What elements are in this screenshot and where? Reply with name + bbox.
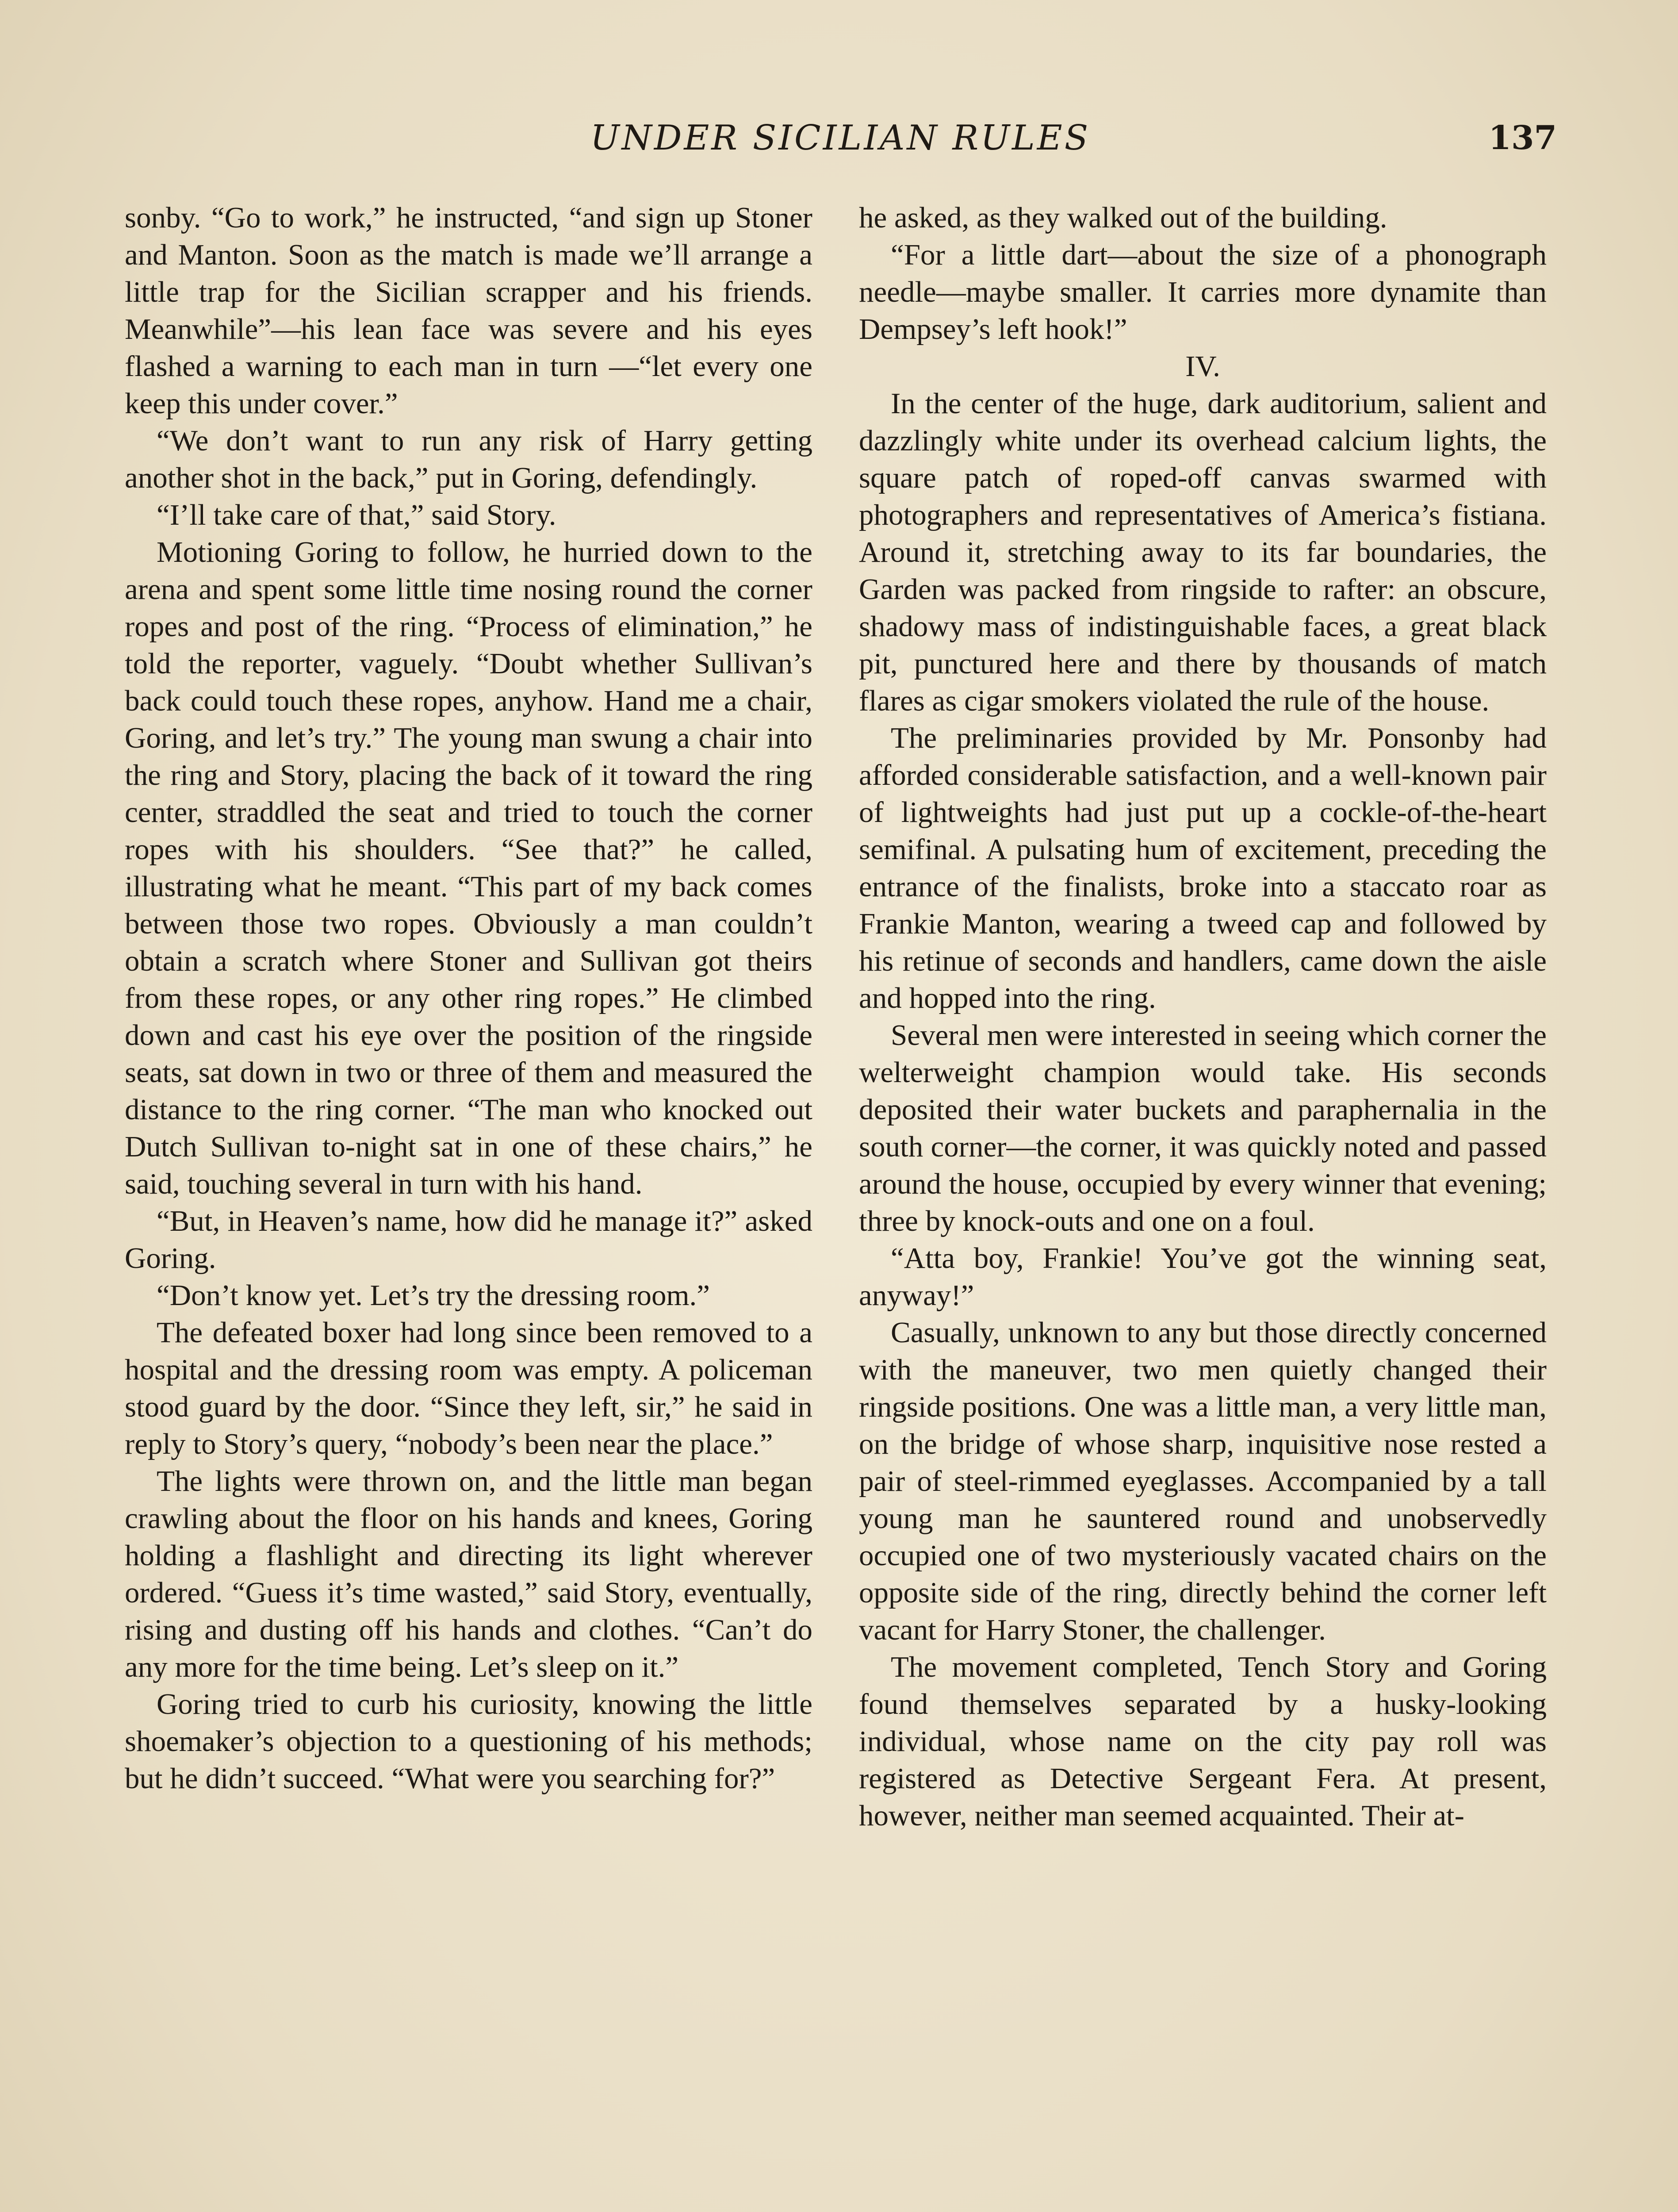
right-column — [859, 199, 1547, 1834]
paragraph: sonby. “Go to work,” he instructed, “and sign up Stoner and Manton. Soon as the match is made we’ll arrange a little trap for the Sicilian scrapper and his friends. Meanwhile”—his lean face was severe and his eyes flashed a warning to each man in turn —“let every one keep this under cover.” — [125, 201, 812, 420]
page-number: 137 — [1488, 119, 1557, 157]
paragraph: In the center of the huge, dark auditorium, salient and dazzlingly white under its overhead calcium lights, the square patch of roped-off canvas swarmed with photographers and representatives of America’s fistiana. Around it, stretching away to its far boundaries, the Garden was packed from ringside to rafter: an obscure, shadowy mass of indistinguishable faces, a great black pit, punctured here and there by thousands of match flares as cigar smokers violated the rule of the house. — [859, 387, 1547, 717]
paragraph: Motioning Goring to follow, he hurried down to the arena and spent some little time nosing round the corner ropes and post of the ring. “Process of elimination,” he told the reporter, vaguely. “Doubt whether Sullivan’s back could touch these ropes, anyhow. Hand me a chair, Goring, and let’s try.” The young man swung a chair into the ring and Story, placing the back of it toward the ring center, straddled the seat and tried to touch the corner ropes with his shoulders. “See that?” he called, illustrating what he meant. “This part of my back comes between those two ropes. Obviously a man couldn’t obtain a scratch where Stoner and Sullivan got theirs from these ropes, or any other ring ropes.” He climbed down and cast his eye over the position of the ringside seats, sat down in two or three of them and measured the distance to the ring corner. “The man who knocked out Dutch Sullivan to-night sat in one of these chairs,” he said, touching several in turn with his hand. — [125, 536, 812, 1200]
page-header — [124, 116, 1557, 169]
paragraph: The preliminaries provided by Mr. Ponsonby had afforded considerable satisfaction, and a well-known pair of lightweights had just put up a cockle-of-the-heart semifinal. A pulsating hum of excitement, preceding the entrance of the finalists, broke into a staccato roar as Frankie Manton, wearing a tweed cap and followed by his retinue of seconds and handlers, came down the aisle and hopped into the ring. — [859, 722, 1547, 1014]
section-heading: IV. — [1185, 350, 1220, 383]
paragraph: “Atta boy, Frankie! You’ve got the winning seat, anyway!” — [859, 1242, 1547, 1312]
paragraph: Goring tried to curb his curiosity, knowing the little shoemaker’s objection to a questioning of his methods; but he didn’t succeed. “What were you searching for?” — [125, 1688, 812, 1795]
paragraph: “I’ll take care of that,” said Story. — [157, 499, 556, 531]
paragraph: The movement completed, Tench Story and Goring found themselves separated by a husky-looking individual, whose name on the city pay roll was registered as Detective Sergeant Fera. At present, however, neither man seemed acquainted. Their at- — [859, 1651, 1547, 1832]
paragraph: “We don’t want to run any risk of Harry getting another shot in the back,” put in Goring, defendingly. — [125, 424, 812, 494]
paragraph: Casually, unknown to any but those directly concerned with the maneuver, two men quietly changed their ringside positions. One was a little man, a very little man, on the bridge of whose sharp, inquisitive nose rested a pair of steel-rimmed eyeglasses. Accompanied by a tall young man he sauntered round and unobservedly occupied one of two mysteriously vacated chairs on the opposite side of the ring, directly behind the corner left vacant for Harry Stoner, the challenger. — [859, 1316, 1547, 1646]
paragraph: he asked, as they walked out of the building. — [859, 201, 1387, 234]
running-title: UNDER SICILIAN RULES — [590, 118, 1091, 158]
paragraph: The defeated boxer had long since been removed to a hospital and the dressing room was empty. A policeman stood guard by the door. “Since they left, sir,” he said in reply to Story’s query, “nobody’s been near the place.” — [125, 1316, 812, 1460]
paragraph: Several men were interested in seeing which corner the welterweight champion would take. His seconds deposited their water buckets and paraphernalia in the south corner—the corner, it was quickly noted and passed around the house, occupied by every winner that evening; three by knock-outs and one on a foul. — [859, 1019, 1547, 1237]
paragraph: The lights were thrown on, and the little man began crawling about the floor on his hands and knees, Goring holding a flashlight and directing its light wherever ordered. “Guess it’s time wasted,” said Story, eventually, rising and dusting off his hands and clothes. “Can’t do any more for the time being. Let’s sleep on it.” — [125, 1465, 812, 1683]
left-column — [125, 199, 812, 1797]
paragraph: “But, in Heaven’s name, how did he manage it?” asked Goring. — [125, 1205, 812, 1275]
paragraph: “For a little dart—about the size of a phonograph needle—maybe smaller. It carries more dynamite than Dempsey’s left hook!” — [859, 238, 1547, 346]
paragraph: “Don’t know yet. Let’s try the dressing room.” — [157, 1279, 710, 1312]
